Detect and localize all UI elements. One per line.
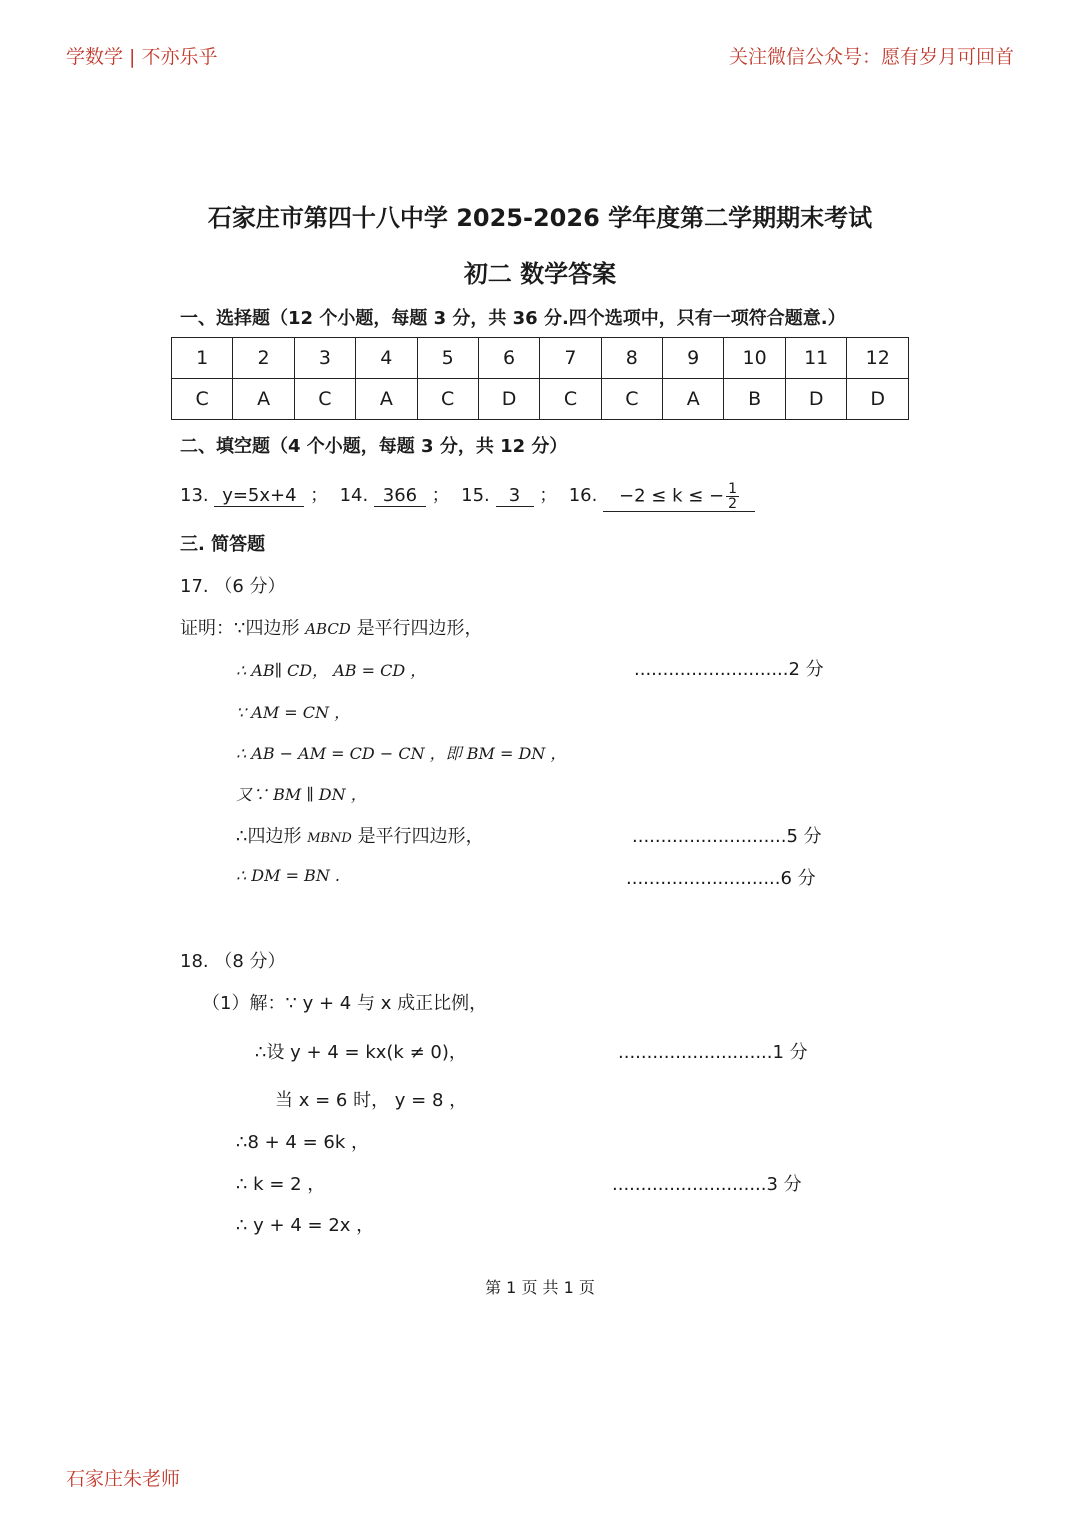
separator: ；	[539, 485, 558, 506]
q17-is-parallelogram: 是平行四边形，	[356, 618, 483, 639]
watermark-bottom-left: 石家庄朱老师	[66, 1468, 181, 1490]
answer-cell: D	[847, 379, 909, 420]
q16-fraction	[726, 482, 739, 511]
question-number-cell: 8	[601, 338, 662, 379]
question-number-cell: 6	[478, 338, 539, 379]
document-subtitle: 初二 数学答案	[463, 260, 617, 288]
q18-line5: ∴ y + 4 = 2x ，	[236, 1215, 375, 1236]
q17-line5	[236, 822, 484, 848]
q17-line5-tail: 是平行四边形，	[357, 826, 484, 847]
answer-table-answer-row	[172, 379, 909, 420]
q14-label: 14.	[339, 485, 369, 506]
fill-blank-answers	[180, 481, 755, 512]
answer-cell: C	[172, 379, 233, 420]
q17-proof-lead	[180, 614, 483, 640]
answer-cell: C	[417, 379, 478, 420]
question-number-cell: 2	[233, 338, 294, 379]
document-title: 石家庄市第四十八中学 2025-2026 学年度第二学期期末考试	[207, 204, 873, 232]
q16-numerator: 1	[728, 480, 738, 497]
q17-score6: ...........................6 分	[626, 868, 816, 889]
q17-abcd: ABCD	[305, 620, 351, 638]
answer-cell: C	[601, 379, 662, 420]
question-number-cell: 4	[356, 338, 417, 379]
q17-line3: ∴ AB − AM = CD − CN ，即 BM = DN ，	[236, 744, 567, 763]
watermark-top-right: 关注微信公众号：愿有岁月可回首	[728, 46, 1014, 68]
q17-proof-lead-text: 证明：∵四边形	[180, 618, 300, 639]
answer-cell: A	[233, 379, 294, 420]
q16-label: 16.	[568, 485, 598, 506]
q17-mbnd: MBND	[307, 831, 352, 846]
answer-cell: C	[540, 379, 601, 420]
q17-score5: ...........................5 分	[632, 826, 822, 847]
q18-line4: ∴ k = 2 ，	[236, 1174, 326, 1195]
question-number-cell: 5	[417, 338, 478, 379]
section2-heading: 二、填空题（4 个小题，每题 3 分，共 12 分）	[180, 436, 568, 457]
q18-label: 18. （8 分）	[180, 951, 286, 972]
q17-line4: 又∵ BM ∥ DN ，	[236, 785, 367, 804]
question-number-cell: 10	[724, 338, 786, 379]
q17-score1: ...........................2 分	[634, 659, 824, 680]
separator: ；	[431, 485, 450, 506]
section3-heading: 三. 简答题	[180, 534, 266, 555]
question-number-cell: 1	[172, 338, 233, 379]
q17-line2: ∵ AM = CN ，	[236, 703, 351, 722]
answer-cell: C	[294, 379, 355, 420]
question-number-cell: 11	[785, 338, 847, 379]
separator: ；	[310, 485, 329, 506]
page-footer: 第 1 页 共 1 页	[485, 1278, 595, 1297]
question-number-cell: 12	[847, 338, 909, 379]
answer-cell: D	[785, 379, 847, 420]
q13-label: 13.	[180, 485, 209, 506]
q17-label: 17. （6 分）	[180, 576, 286, 597]
q17-line6: ∴ DM = BN .	[236, 866, 340, 885]
answer-table-number-row	[172, 338, 909, 379]
q17-line1: ∴ AB∥ CD， AB = CD ，	[236, 661, 427, 680]
question-number-cell: 3	[294, 338, 355, 379]
q13-answer: y=5x+4	[214, 485, 304, 507]
question-number-cell: 9	[663, 338, 724, 379]
answer-cell: B	[724, 379, 786, 420]
q18-score4: ...........................3 分	[612, 1174, 802, 1195]
q18-line1: ∴设 y + 4 = kx(k ≠ 0)，	[255, 1042, 467, 1063]
watermark-top-left: 学数学 | 不亦乐乎	[66, 46, 218, 68]
answer-cell: D	[478, 379, 539, 420]
section1-heading: 一、选择题（12 个小题，每题 3 分，共 36 分.四个选项中，只有一项符合题意.）	[180, 308, 846, 329]
q16-answer-text: −2 ≤ k ≤ −	[619, 485, 725, 506]
q16-denominator: 2	[728, 495, 738, 512]
q16-answer	[603, 482, 755, 512]
q18-part1: （1）解：∵ y + 4 与 x 成正比例，	[202, 993, 488, 1014]
q15-answer: 3	[496, 485, 534, 507]
question-number-cell: 7	[540, 338, 601, 379]
answer-table	[171, 337, 909, 420]
q18-line2: 当 x = 6 时， y = 8 ，	[275, 1090, 468, 1111]
q14-answer: 366	[374, 485, 426, 507]
q18-score1: ...........................1 分	[618, 1042, 808, 1063]
answer-cell: A	[663, 379, 724, 420]
q17-line5-lead: ∴四边形	[236, 826, 302, 847]
q18-line3: ∴8 + 4 = 6k ，	[236, 1132, 370, 1153]
q15-label: 15.	[461, 485, 490, 506]
answer-cell: A	[356, 379, 417, 420]
